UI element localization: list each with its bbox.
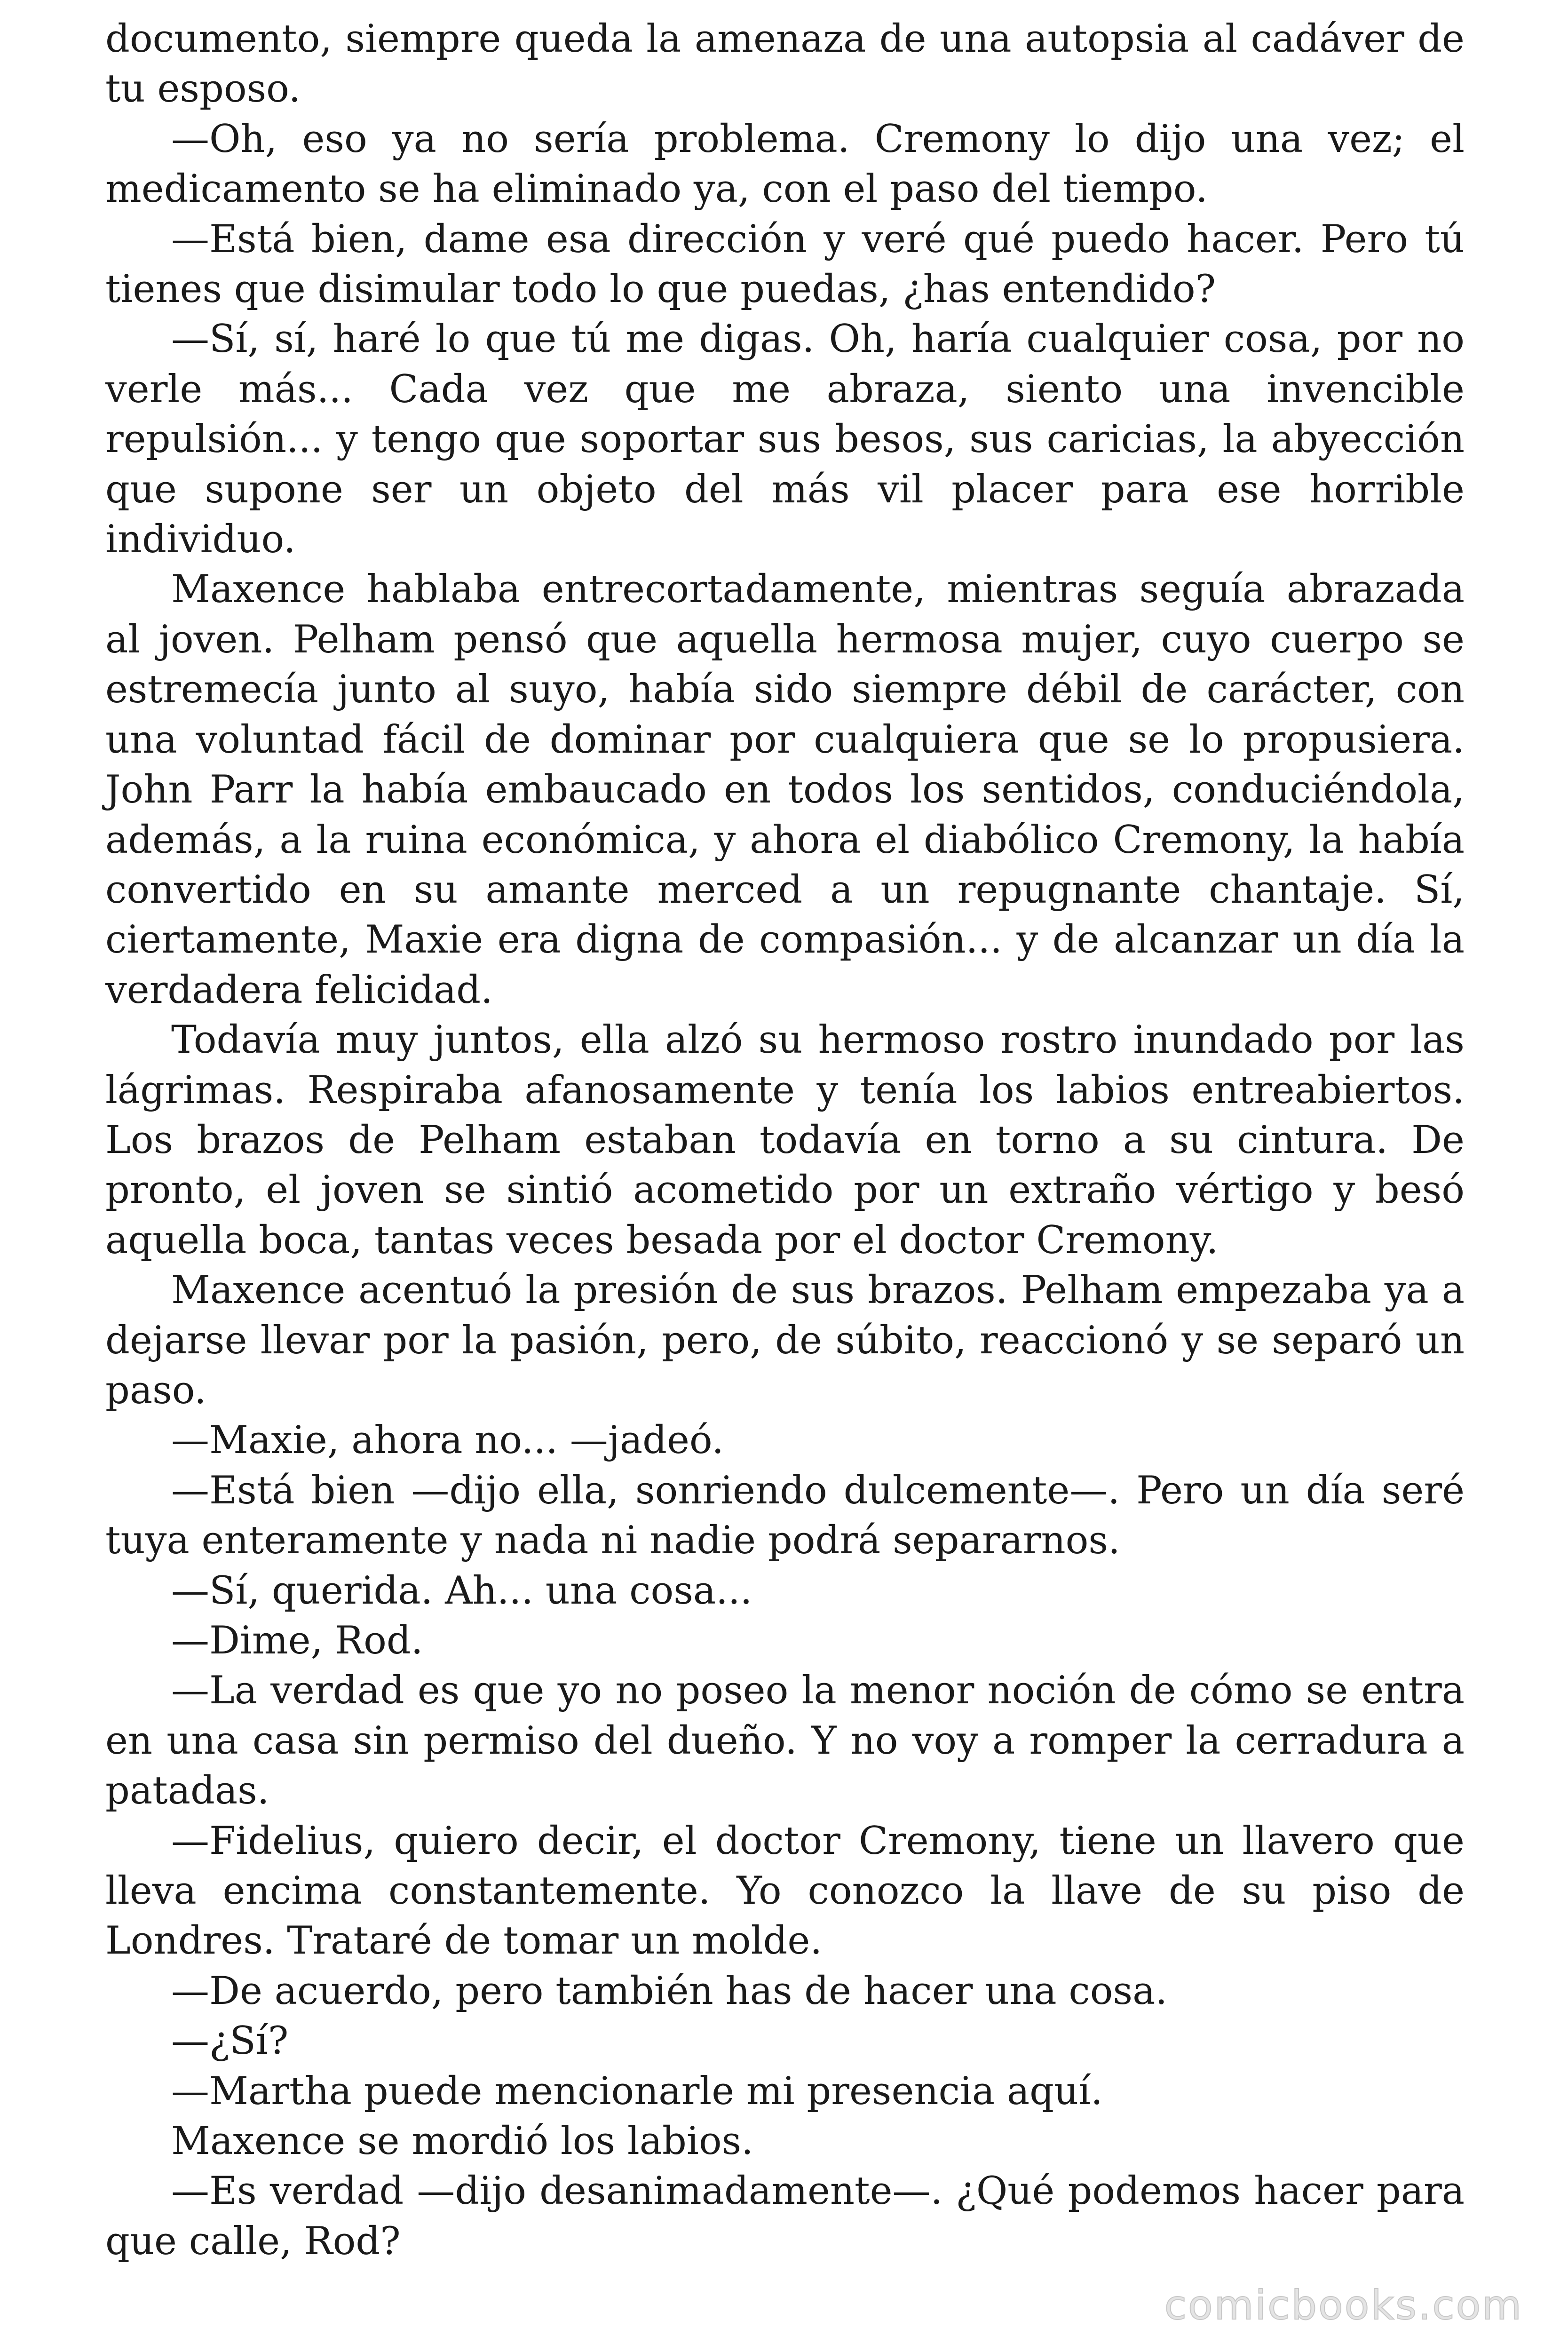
paragraph-dialogue: —Está bien, dame esa dirección y veré qué puedo hacer. Pero tú tienes que disimular todo lo que puedas, ¿has entendido? [105, 217, 1465, 312]
paragraph-dialogue: —De acuerdo, pero también has de hacer una cosa. [171, 1969, 1168, 2013]
paragraph-dialogue: —Maxie, ahora no... —jadeó. [171, 1418, 724, 1463]
paragraph-dialogue: —Fidelius, quiero decir, el doctor Cremony, tiene un llavero que lleva encima constantemente. Yo conozco la llave de su piso de Londres. Trataré de tomar un molde. [105, 1819, 1465, 1963]
site-watermark: comicbooks.com [1164, 2282, 1523, 2329]
paragraph-dialogue: —Oh, eso ya no sería problema. Cremony lo dijo una vez; el medicamento se ha eliminado ya, con el paso del tiempo. [105, 117, 1465, 212]
book-page-text [105, 14, 1465, 2266]
paragraph-dialogue: —La verdad es que yo no poseo la menor noción de cómo se entra en una casa sin permiso del dueño. Y no voy a romper la cerradura a patadas. [105, 1669, 1465, 1813]
paragraph-dialogue: —Es verdad —dijo desanimadamente—. ¿Qué podemos hacer para que calle, Rod? [105, 2169, 1465, 2264]
paragraph-dialogue: —Está bien —dijo ella, sonriendo dulcemente—. Pero un día seré tuya enteramente y nada ni nadie podrá separarnos. [105, 1468, 1465, 1563]
paragraph-dialogue: —Sí, sí, haré lo que tú me digas. Oh, haría cualquier cosa, por no verle más... Cada vez que me abraza, siento una invencible repulsión... y tengo que soportar sus besos, sus caricias, la abyección que supone ser un objeto del más vil placer para ese horrible individuo. [105, 317, 1465, 562]
paragraph-dialogue: —Dime, Rod. [171, 1619, 423, 1663]
paragraph-narration: Todavía muy juntos, ella alzó su hermoso rostro inundado por las lágrimas. Respiraba afanosamente y tenía los labios entreabiertos. Los brazos de Pelham estaban todavía en torno a su cintura. De pronto, el joven se sintió acometido por un extraño vértigo y besó aquella boca, tantas veces besada por el doctor Cremony. [105, 1018, 1465, 1263]
paragraph-continuation: documento, siempre queda la amenaza de una autopsia al cadáver de tu esposo. [105, 17, 1465, 111]
paragraph-dialogue: —Sí, querida. Ah... una cosa... [171, 1568, 752, 1613]
paragraph-dialogue: —¿Sí? [171, 2019, 289, 2064]
paragraph-narration: Maxence hablaba entrecortadamente, mientras seguía abrazada al joven. Pelham pensó que aquella hermosa mujer, cuyo cuerpo se estremecía junto al suyo, había sido siempre débil de carácter, con una voluntad fácil de dominar por cualquiera que se lo propusiera. John Parr la había embaucado en todos los sentidos, conduciéndola, además, a la ruina económica, y ahora el diabólico Cremony, la había convertido en su amante merced a un repugnante chantaje. Sí, ciertamente, Maxie era digna de compasión... y de alcanzar un día la verdadera felicidad. [105, 567, 1465, 1012]
paragraph-narration: Maxence acentuó la presión de sus brazos. Pelham empezaba ya a dejarse llevar por la pasión, pero, de súbito, reaccionó y se separó un paso. [105, 1268, 1465, 1413]
paragraph-dialogue: —Martha puede mencionarle mi presencia aquí. [171, 2069, 1103, 2114]
paragraph-narration: Maxence se mordió los labios. [171, 2119, 753, 2164]
